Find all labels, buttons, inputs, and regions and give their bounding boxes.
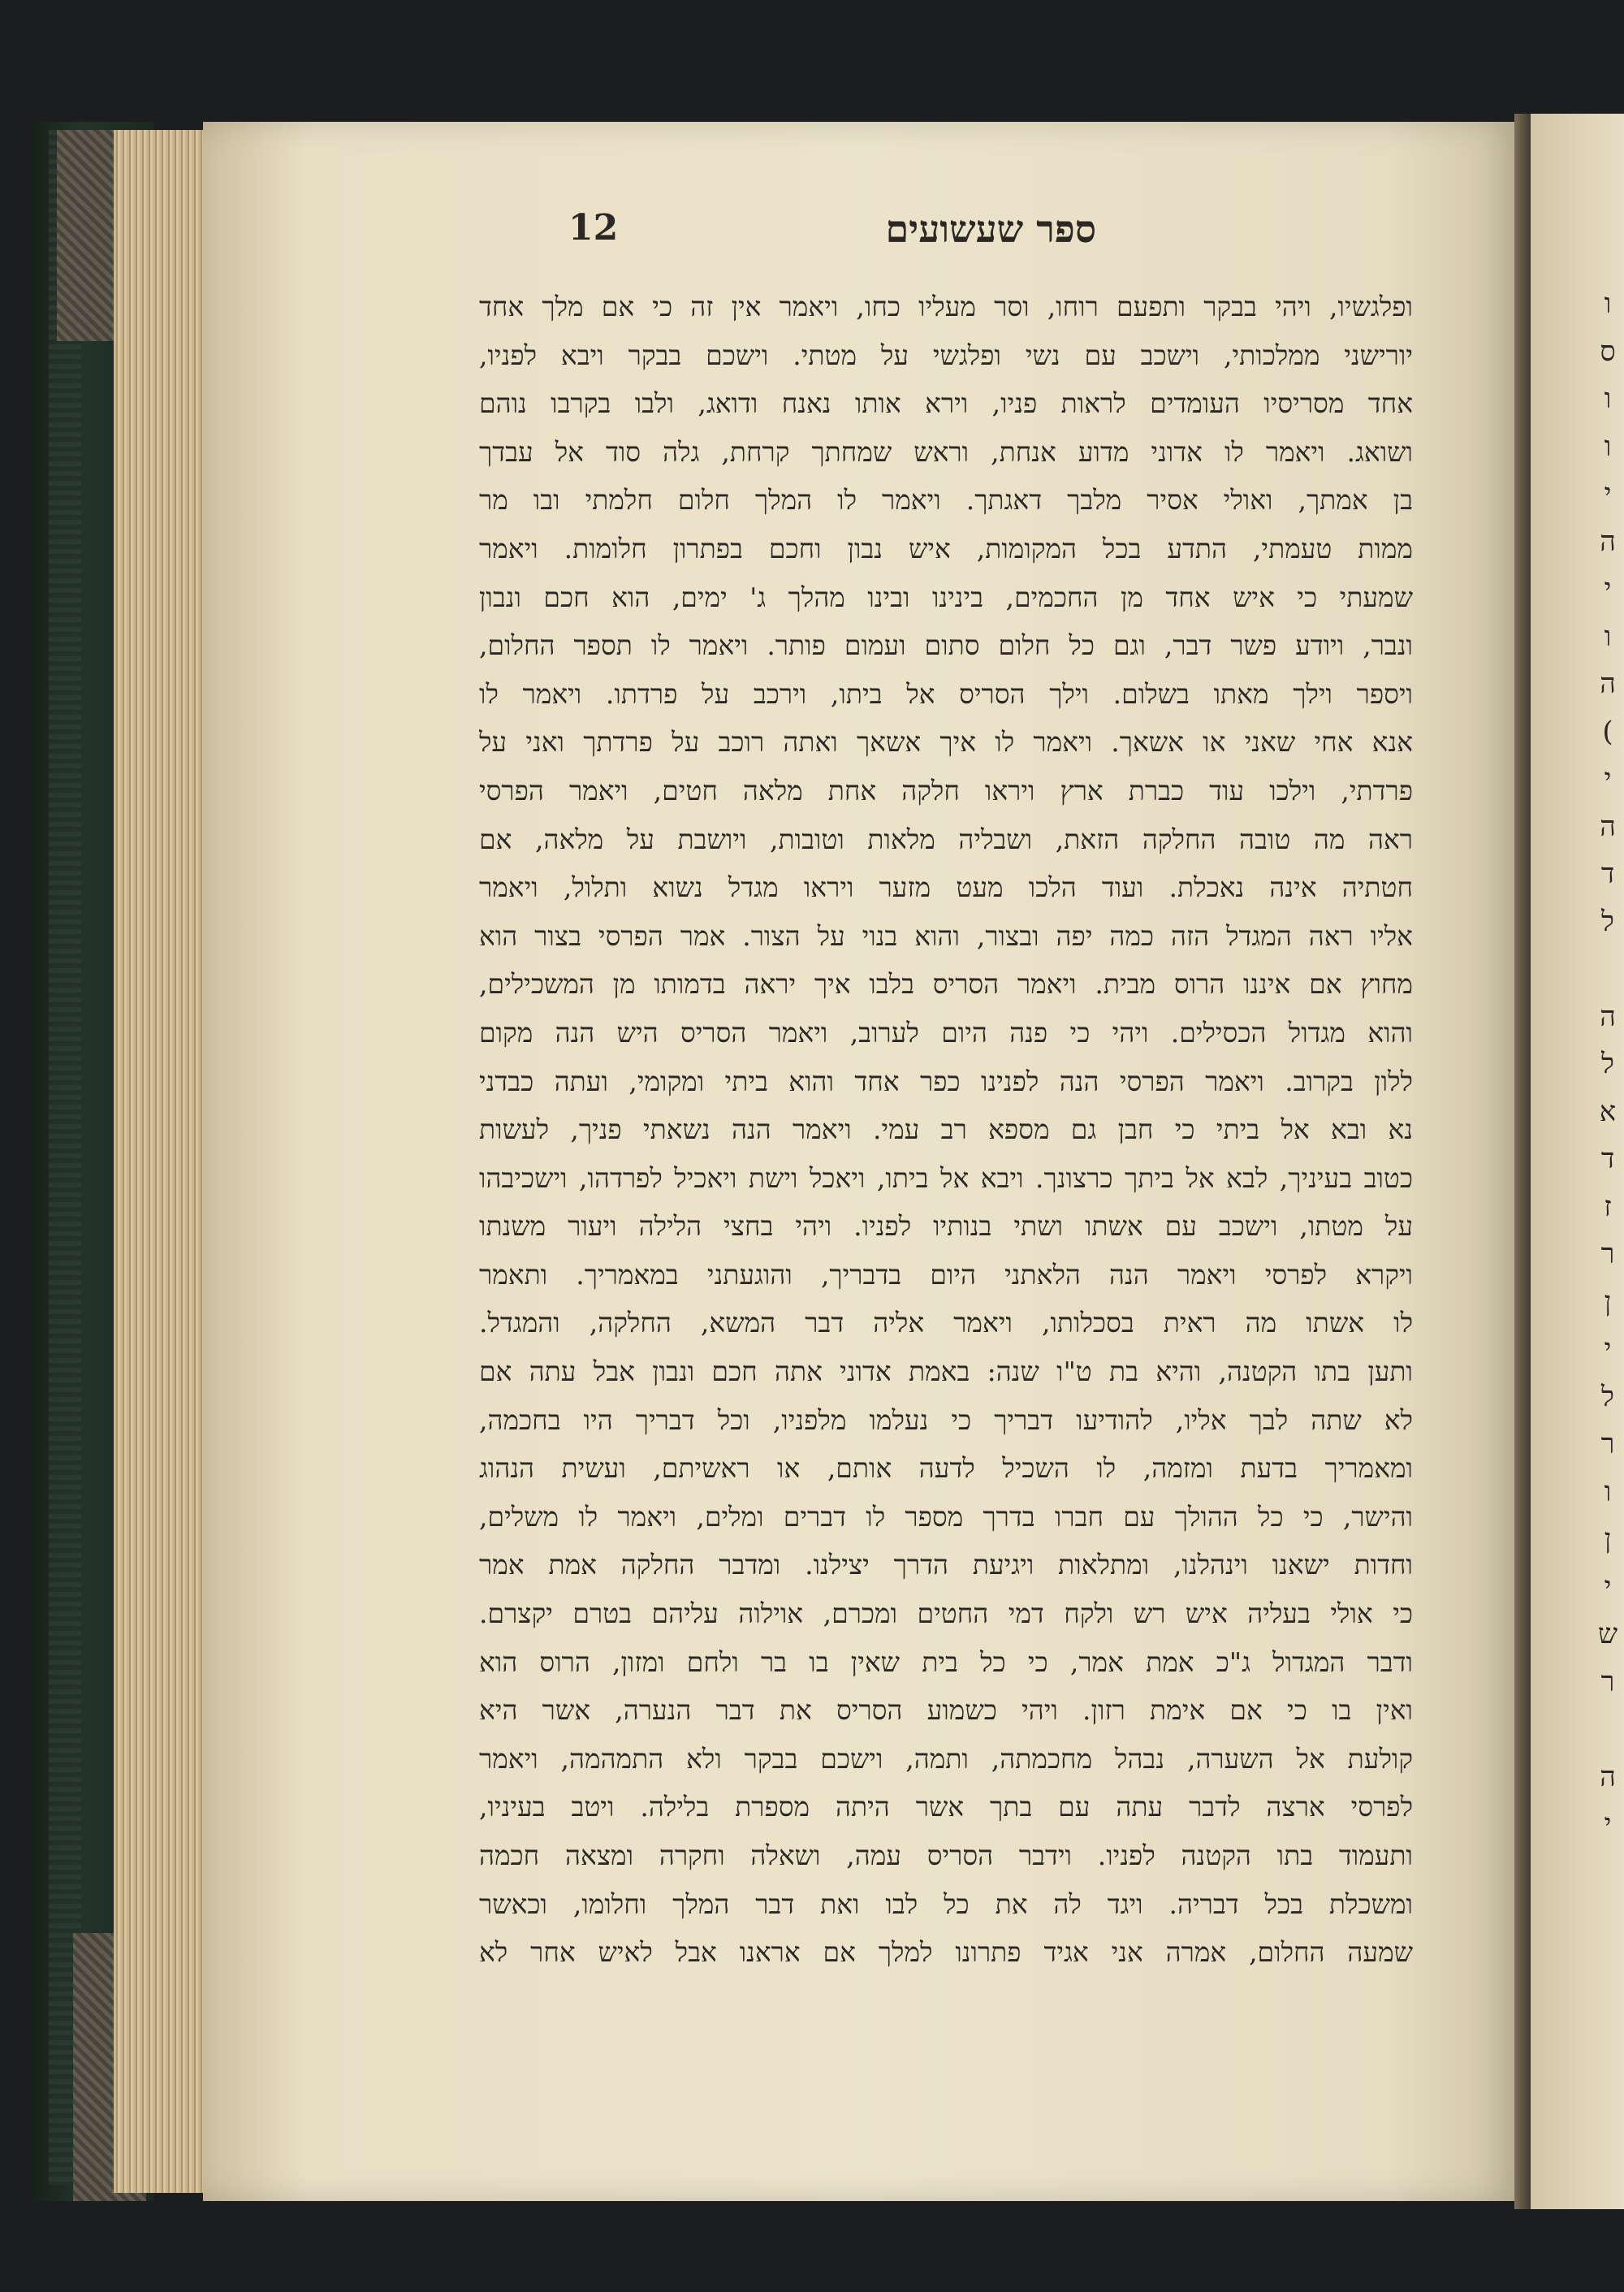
facing-page-fragment: ו	[1604, 430, 1612, 463]
text-line: ראה מה טובה החלקה הזאת, ושבליה מלאות וטובות, ויושבת על מלאה, אם	[479, 823, 1413, 855]
facing-page-fragment: י	[1604, 573, 1612, 605]
text-line: ממות טעמתי, התדע בכל המקומות, איש נבון וחכם בפתרון חלומות. ויאמר	[479, 532, 1413, 564]
text-line: שמעתי כי איש אחד מן החכמים, בינינו ובינו מהלך ג' ימים, הוא חכם ונבון	[479, 581, 1413, 613]
text-line: פרדתי, וילכו עוד כברת ארץ ויראו חלקה אחת מלאה חטים, ויאמר הפרסי	[479, 774, 1413, 807]
facing-page-fragment: ד	[1600, 858, 1615, 890]
facing-page-fragment: ל	[1601, 1048, 1614, 1080]
text-line: ומשכלת בכל דבריה. ויגד לה את כל לבו ואת דבר המלך וחלומו, וכאשר	[479, 1888, 1413, 1920]
text-line: ונבר, ויודע פשר דבר, וגם כל חלום סתום ועמום פותר. ויאמר לו תספר החלום,	[479, 629, 1413, 662]
text-line: וחדות ישאנו וינהלנו, ומתלאות ויגיעת הדרך יצילנו. ומדבר החלקה אמת אמר	[479, 1549, 1413, 1581]
text-line: בן אמתך, ואולי אסיר מלבך דאגתך. ויאמר לו המלך חלום חלמתי ובו מר	[479, 484, 1413, 517]
facing-page-fragment: ר	[1600, 1665, 1615, 1698]
text-line: על מטתו, וישכב עם אשתו ושתי בנותיו לפניו. ויהי בחצי הלילה ויעור משנתו	[479, 1210, 1413, 1243]
facing-page-fragment: ה	[1600, 810, 1616, 843]
text-line: יורישני ממלכותי, וישכב עם נשי ופלגשי על מטתי. וישכם בבקר ויבא לפניו,	[479, 339, 1413, 371]
text-line: ותעמוד בתו הקטנה לפניו. וידבר הסריס עמה, ושאלה וחקרה ומצאה חכמה	[479, 1840, 1413, 1871]
facing-page-fragment: ל	[1601, 905, 1614, 938]
facing-page-fragment: ו	[1604, 288, 1612, 320]
text-line: חטתיה אינה נאכלת. ועוד הלכו מעט מזער ויראו מגדל נשוא ותלול, ויאמר	[479, 871, 1413, 904]
facing-page-fragment: ו	[1604, 1475, 1612, 1508]
facing-page-fragment: (	[1602, 715, 1613, 748]
text-line: לו אשתו מה ראית בסכלותו, ויאמר אליה דבר המשא, החלקה, והמגדל.	[479, 1307, 1413, 1339]
page-block-edge	[114, 130, 211, 2193]
facing-page-fragment: ה	[1600, 1760, 1616, 1793]
facing-page-fragment: י	[1604, 763, 1612, 795]
facing-page-fragment: ר	[1600, 1428, 1615, 1460]
text-line: קולעת אל השערה, נבהל מחכמתה, ותמה, וישכם בבקר ולא התמהמה, ויאמר	[479, 1742, 1413, 1775]
facing-page-fragment: א	[1599, 1095, 1617, 1128]
facing-page-fragment: ש	[1597, 1618, 1618, 1650]
facing-page-fragment: י	[1604, 1808, 1612, 1840]
text-line: ושואג. ויאמר לו אדוני מדוע אנחת, וראש שמחתך קרחת, גלה סוד אל עבדך	[479, 435, 1413, 468]
text-line: ויקרא לפרסי ויאמר הנה הלאתני היום בדבריך, והוגעתני במאמריך. ותאמר	[479, 1258, 1413, 1291]
facing-page-fragment: ן	[1604, 1523, 1612, 1555]
text-line: מחוץ אם איננו הרוס מבית. ויאמר הסריס בלבו איך יראה בדמותו מן המשכילים,	[479, 968, 1413, 1001]
facing-page-fragment: ד	[1600, 1143, 1615, 1175]
text-line: והישר, כי כל ההולך עם חברו בדרך מספר לו דברים ומלים, ויאמר לו משלים,	[479, 1500, 1413, 1533]
text-line: ואין בו כי אם אימת רזון. ויהי כשמוע הסריס את דבר הנערה, אשר היא	[479, 1694, 1413, 1727]
text-line: לפרסי ארצה לדבר עתה עם בתך אשר היתה מספרת בלילה. ויטב בעיניו,	[479, 1791, 1413, 1823]
facing-page-fragment: ז	[1604, 1190, 1612, 1223]
facing-page-fragment: י	[1604, 1570, 1612, 1603]
facing-page-fragment	[1592, 1706, 1624, 1754]
text-line: ללון בקרוב. ויאמר הפרסי הנה לפנינו כפר אחד והוא ביתי ומקומי, ועתה כבדני	[479, 1065, 1413, 1097]
facing-page-fragment	[1592, 945, 1624, 993]
facing-page-fragment: ל	[1601, 1380, 1614, 1413]
text-line: ותען בתו הקטנה, והיא בת ט"ו שנה: באמת אדוני אתה חכם ונבון אבל עתה אם	[479, 1356, 1413, 1388]
text-line: ודבר המגדול ג"כ אמת אמר, כי כל בית שאין בו בר ולחם ומזון, הרוס הוא	[479, 1645, 1413, 1678]
page-number: 12	[568, 207, 619, 249]
facing-page-fragment: ן	[1604, 1285, 1612, 1318]
text-line: ויספר וילך מאתו בשלום. וילך הסריס אל ביתו, וירכב על פרדתו. ויאמר לו	[479, 677, 1413, 710]
facing-page-fragment: ה	[1600, 1000, 1616, 1033]
text-line: אחד מסריסיו העומדים לראות פניו, וירא אותו נאנח ודואג, ולבו בקרבו נוהם	[479, 387, 1413, 420]
facing-page-fragment: ו	[1604, 383, 1612, 415]
running-title: ספר שעשועים	[885, 207, 1096, 251]
text-line: לא שתה לבך אליו, להודיעו דבריך כי נעלמו מלפניו, וכל דבריך היו בחכמה,	[479, 1403, 1413, 1436]
text-line: ופלגשיו, ויהי בבקר ותפעם רוחו, וסר מעליו כחו, ויאמר אין זה כי אם מלך אחד	[479, 291, 1413, 322]
text-line: נא ובא אל ביתי כי חבן גם מספא רב עמי. ויאמר הנה נשאתי פניך, לעשות	[479, 1114, 1413, 1146]
facing-page-fragment: י	[1604, 478, 1612, 510]
facing-page-text-fragments	[1592, 280, 1624, 1849]
facing-page-fragment: י	[1604, 1333, 1612, 1365]
text-line: אנא אחי שאני או אשאך. ויאמר לו איך אשאך ואתה רוכב על פרדתך ואני על	[479, 726, 1413, 759]
facing-page-fragment: ה	[1600, 668, 1616, 700]
text-line: כטוב בעיניך, לבא אל ביתך כרצונך. ויבא אל ביתו, ויאכל וישת ויאכיל לפרדהו, וישכיבהו	[479, 1161, 1413, 1194]
page-header	[568, 207, 1096, 264]
cover-cloth-texture	[49, 130, 81, 2185]
book-gutter	[1514, 114, 1532, 2209]
text-line: אליו ראה המגדל הזה כמה יפה ובצור, והוא בנוי על הצור. אמר הפרסי בצור הוא	[479, 919, 1413, 952]
facing-page-fragment: ו	[1604, 620, 1612, 653]
text-line: ומאמריך בדעת ומזמה, לו השכיל לדעה אותם, או ראשיתם, ועשית הנהוג	[479, 1452, 1413, 1485]
facing-page-fragment: ס	[1600, 335, 1616, 368]
text-line: שמעה החלום, אמרה אני אגיד פתרונו למלך אם אראנו אבל לאיש אחר לא	[479, 1936, 1413, 1969]
text-line: כי אולי בעליה איש רש ולקח דמי החטים ומכרם, אוילוה עליהם בטרם יקצרם.	[479, 1598, 1413, 1630]
facing-page-fragment: ה	[1600, 525, 1616, 558]
body-text	[479, 283, 1413, 1977]
text-line: והוא מגדול הכסילים. ויהי כי פנה היום לערוב, ויאמר הסריס היש הנה מקום	[479, 1016, 1413, 1049]
worn-cover-corner-top	[57, 130, 114, 341]
facing-page-fragment: ר	[1600, 1238, 1615, 1270]
